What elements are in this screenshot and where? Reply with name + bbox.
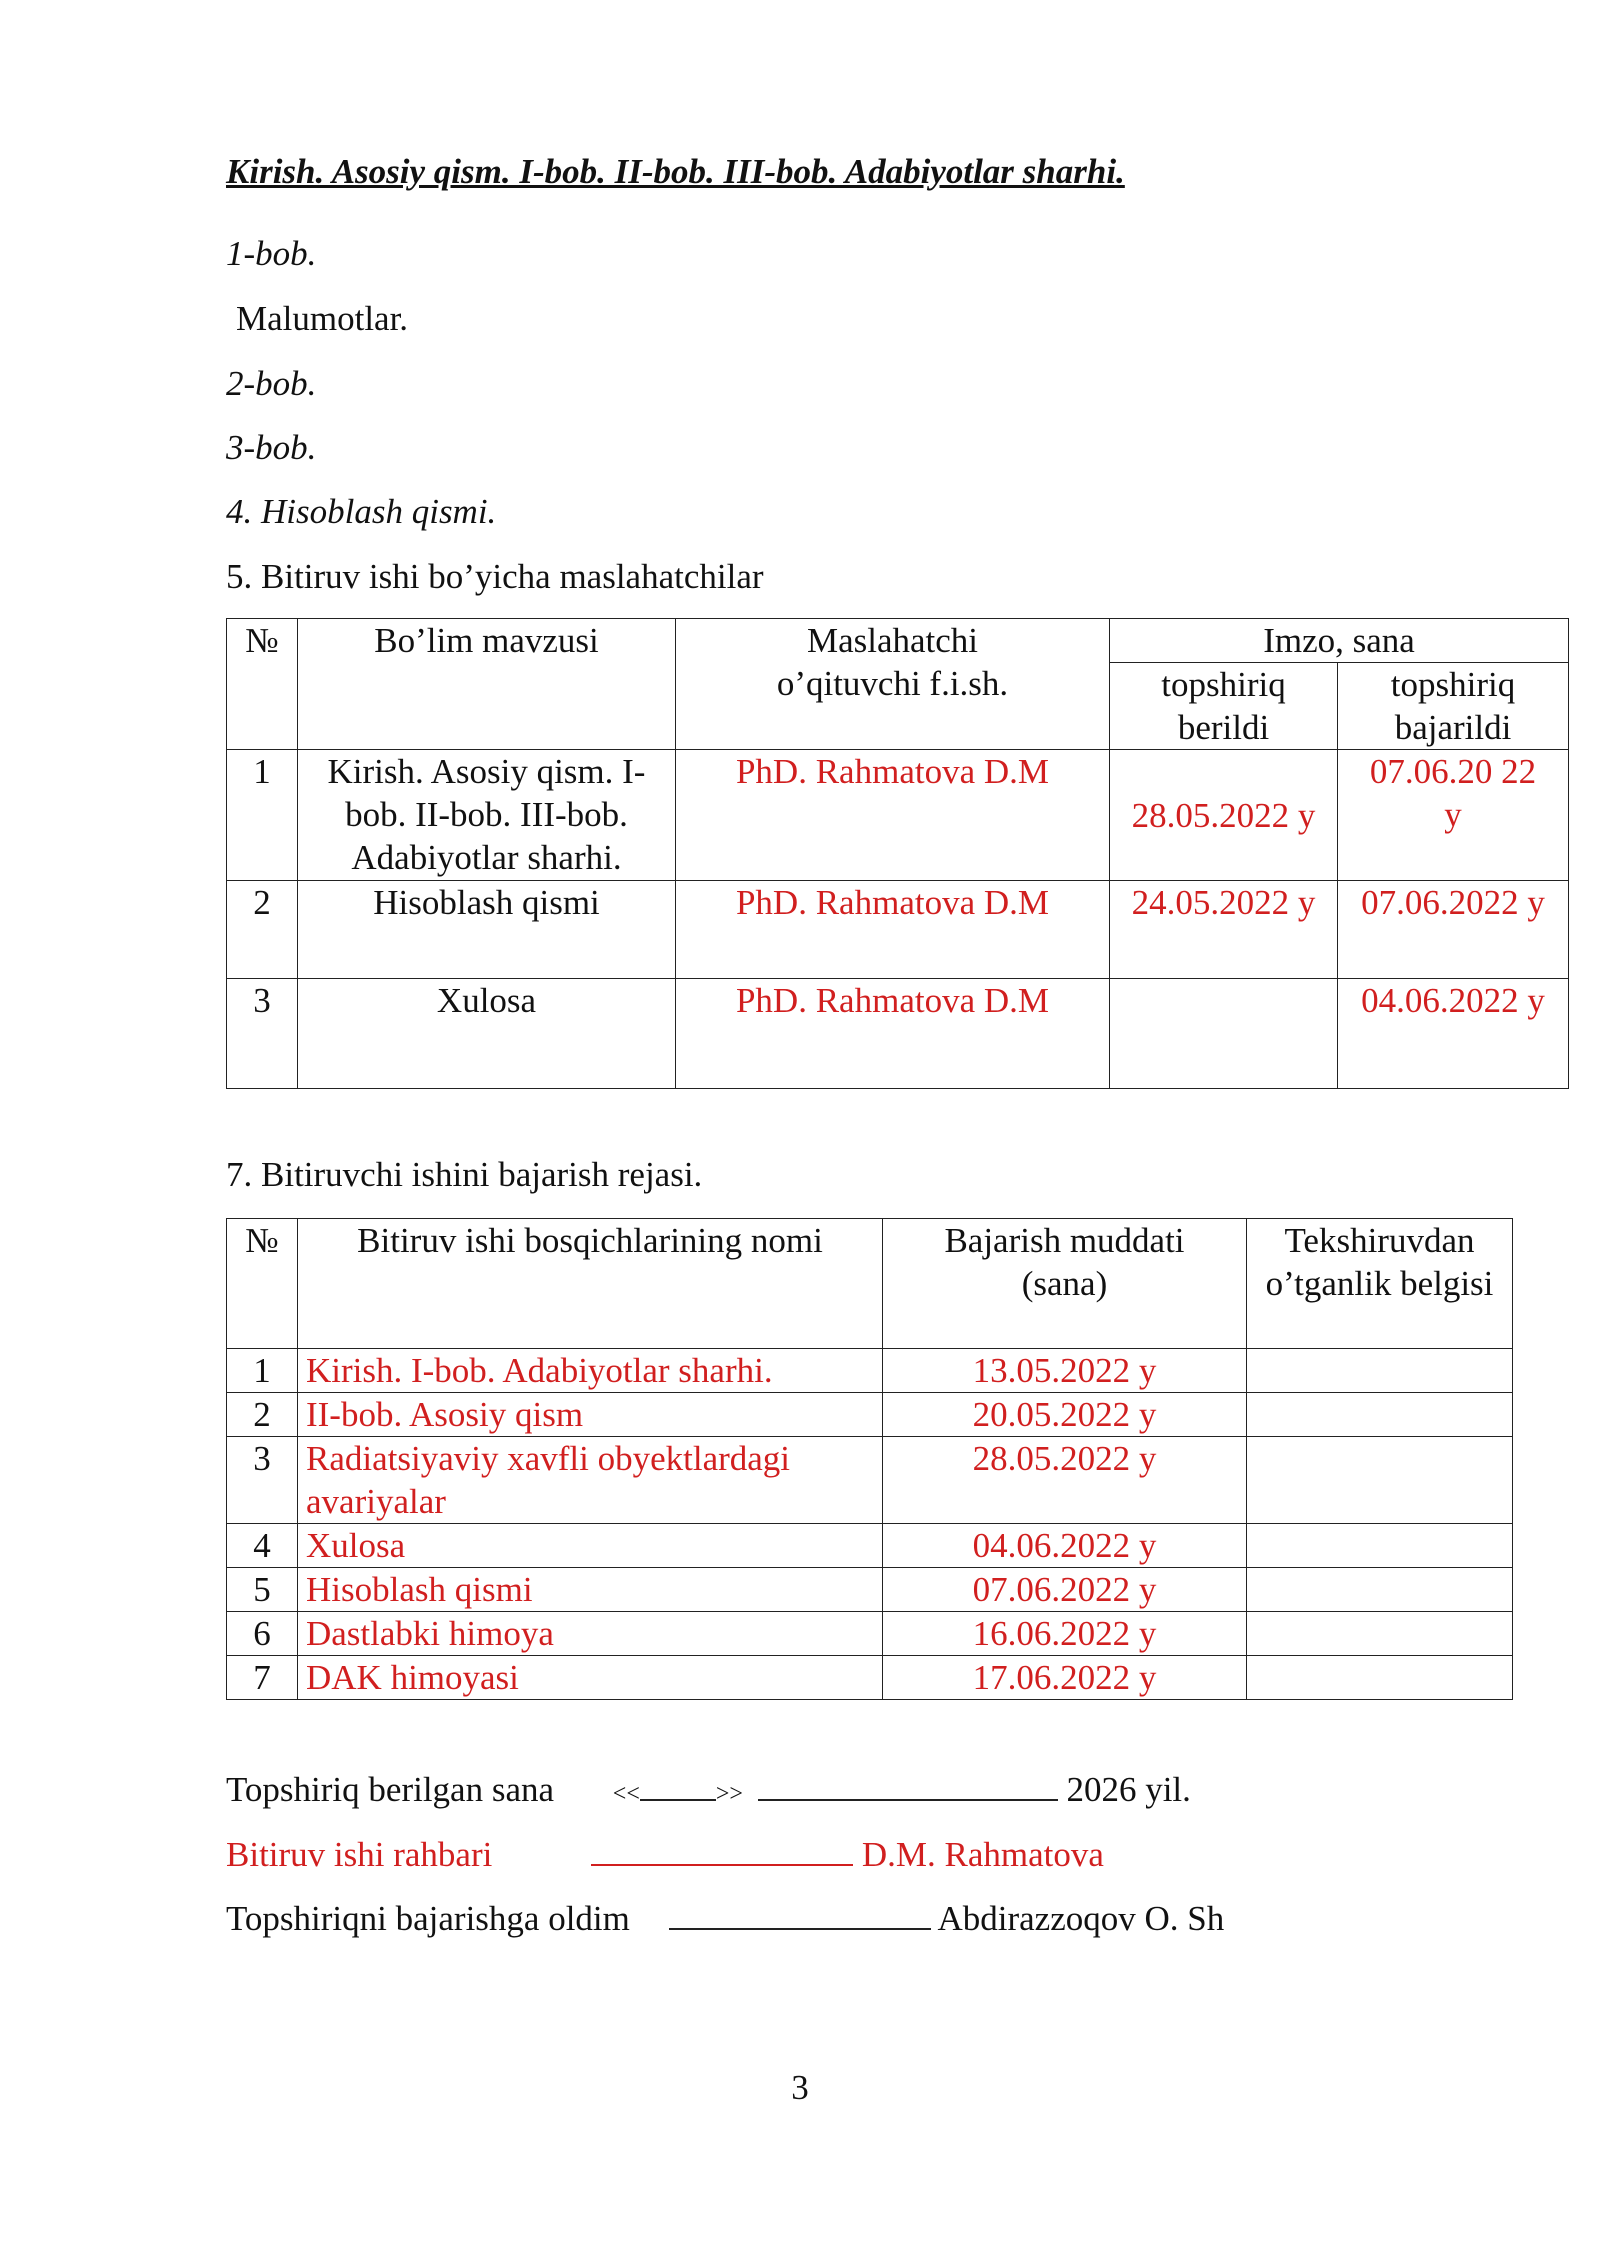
student-label: Topshiriqni bajarishga oldim [226, 1899, 630, 1938]
table-row [227, 1656, 1513, 1700]
header-signature-date: Imzo, sana [1110, 619, 1569, 663]
row-done-date: 04.06.2022 y [1338, 979, 1569, 1089]
row-number: 7 [227, 1656, 298, 1700]
row-number: 1 [227, 750, 298, 881]
header-deadline: Bajarish muddati (sana) [883, 1219, 1247, 1349]
row-stage: Kirish. I-bob. Adabiyotlar sharhi. [298, 1349, 883, 1393]
row-adviser: PhD. Rahmatova D.M [676, 881, 1110, 979]
work-plan-table [226, 1218, 1513, 1700]
malumotlar-label: Malumotlar. [236, 299, 409, 338]
row-number: 6 [227, 1612, 298, 1656]
table-row [227, 1349, 1513, 1393]
row-given-date: 28.05.2022 y [1110, 750, 1338, 881]
supervisor-name: D.M. Rahmatova [861, 1835, 1104, 1874]
table-row [227, 1393, 1513, 1437]
row-stage: Radiatsiyaviy xavfli obyektlardagi avariyalar [298, 1437, 883, 1524]
row-number: 4 [227, 1524, 298, 1568]
row-done-date: 07.06.2022 y [1338, 881, 1569, 979]
row-check [1247, 1612, 1513, 1656]
task-given-date-line [226, 1765, 1191, 1812]
table-row [227, 1437, 1513, 1524]
chapter-3-label: 3-bob. [226, 428, 317, 467]
row-number: 2 [227, 881, 298, 979]
close-quote: >> [715, 1781, 743, 1807]
row-given-date: 24.05.2022 y [1110, 881, 1338, 979]
table-row [227, 750, 1569, 881]
row-check [1247, 1568, 1513, 1612]
advisers-table [226, 618, 1569, 1089]
table-row [227, 1524, 1513, 1568]
row-deadline: 04.06.2022 y [883, 1524, 1247, 1568]
page-number: 3 [791, 2068, 809, 2107]
row-deadline: 07.06.2022 y [883, 1568, 1247, 1612]
table-row [227, 881, 1569, 979]
row-number: 2 [227, 1393, 298, 1437]
row-adviser: PhD. Rahmatova D.M [676, 979, 1110, 1089]
row-section: Kirish. Asosiy qism. I-bob. II-bob. III-bob. Adabiyotlar sharhi. [298, 750, 676, 881]
header-number: № [227, 1219, 298, 1349]
supervisor-line [226, 1830, 1104, 1877]
header-section-topic: Bo’lim mavzusi [298, 619, 676, 750]
student-signature-blank [669, 1894, 931, 1930]
row-done-date: 07.06.20 22 y [1338, 750, 1569, 881]
student-name: Abdirazzoqov O. Sh [937, 1899, 1225, 1938]
row-section: Xulosa [298, 979, 676, 1089]
advisers-title: 5. Bitiruv ishi bo’yicha maslahatchilar [226, 557, 764, 596]
header-adviser: Maslahatchi o’qituvchi f.i.sh. [676, 619, 1110, 750]
row-deadline: 20.05.2022 y [883, 1393, 1247, 1437]
table-row [227, 1568, 1513, 1612]
chapter-1-label: 1-bob. [226, 234, 317, 273]
row-deadline: 16.06.2022 y [883, 1612, 1247, 1656]
year-text: 2026 yil. [1066, 1770, 1191, 1809]
month-blank [758, 1765, 1058, 1801]
header-task-done: topshiriq bajarildi [1338, 663, 1569, 750]
table-row [227, 1612, 1513, 1656]
row-stage: Dastlabki himoya [298, 1612, 883, 1656]
row-number: 5 [227, 1568, 298, 1612]
header-task-given: topshiriq berildi [1110, 663, 1338, 750]
row-number: 3 [227, 979, 298, 1089]
row-adviser: PhD. Rahmatova D.M [676, 750, 1110, 881]
header-stage-name: Bitiruv ishi bosqichlarining nomi [298, 1219, 883, 1349]
row-deadline: 28.05.2022 y [883, 1437, 1247, 1524]
header-number: № [227, 619, 298, 750]
row-stage: Xulosa [298, 1524, 883, 1568]
task-given-label: Topshiriq berilgan sana [226, 1770, 555, 1809]
row-deadline: 13.05.2022 y [883, 1349, 1247, 1393]
plan-title: 7. Bitiruvchi ishini bajarish rejasi. [226, 1155, 703, 1194]
row-stage: DAK himoyasi [298, 1656, 883, 1700]
row-section: Hisoblash qismi [298, 881, 676, 979]
row-number: 3 [227, 1437, 298, 1524]
day-blank [640, 1765, 716, 1801]
supervisor-label: Bitiruv ishi rahbari [226, 1835, 493, 1874]
row-check [1247, 1437, 1513, 1524]
row-stage: Hisoblash qismi [298, 1568, 883, 1612]
chapter-2-label: 2-bob. [226, 364, 317, 403]
table-row [227, 979, 1569, 1089]
row-number: 1 [227, 1349, 298, 1393]
student-line [226, 1894, 1224, 1941]
row-given-date [1110, 979, 1338, 1089]
row-stage: II-bob. Asosiy qism [298, 1393, 883, 1437]
supervisor-signature-blank [591, 1830, 853, 1866]
row-check [1247, 1656, 1513, 1700]
row-check [1247, 1393, 1513, 1437]
row-check [1247, 1524, 1513, 1568]
open-quote: << [612, 1781, 640, 1807]
calculation-section-label: 4. Hisoblash qismi. [226, 492, 497, 531]
row-check [1247, 1349, 1513, 1393]
section-heading: Kirish. Asosiy qism. I-bob. II-bob. III-bob. Adabiyotlar sharhi. [226, 152, 1125, 191]
header-check-mark: Tekshiruvdan o’tganlik belgisi [1247, 1219, 1513, 1349]
row-deadline: 17.06.2022 y [883, 1656, 1247, 1700]
